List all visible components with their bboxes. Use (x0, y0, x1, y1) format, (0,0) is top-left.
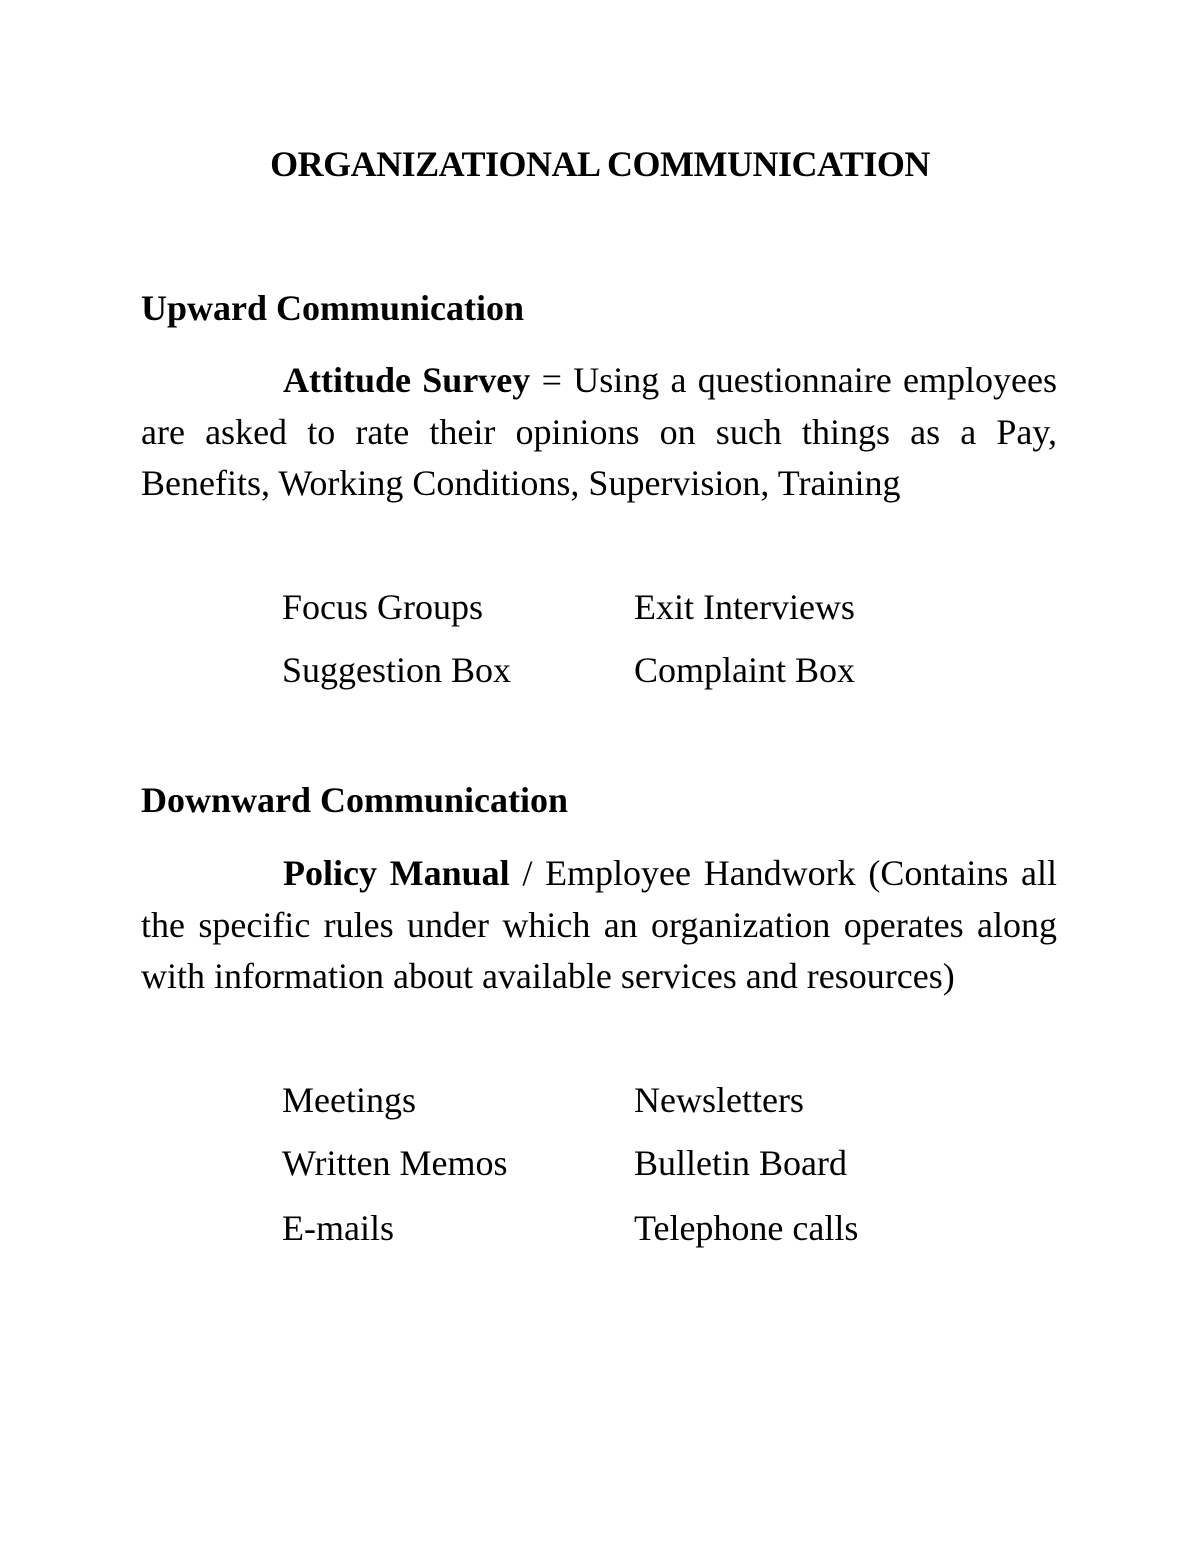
attitude-survey-paragraph (141, 355, 1057, 510)
list-item: Written Memos (282, 1143, 508, 1183)
list-row (282, 584, 1082, 630)
document-title: ORGANIZATIONAL COMMUNICATION (270, 144, 930, 184)
list-row (282, 1205, 1082, 1251)
attitude-survey-separator: = (530, 360, 574, 400)
policy-manual-separator: / (509, 853, 546, 893)
policy-manual-text: Employee Handwork (Contains all the specific rules under which an organization operates along with information about available services and resources) (141, 853, 1057, 996)
list-item: Exit Interviews (634, 587, 855, 627)
list-row (282, 1140, 1082, 1186)
list-row (282, 1077, 1082, 1123)
list-item: Meetings (282, 1080, 416, 1120)
list-item: E-mails (282, 1208, 394, 1248)
list-item: Focus Groups (282, 587, 484, 627)
list-item: Bulletin Board (634, 1143, 847, 1183)
section-heading-upward: Upward Communication (141, 288, 525, 328)
section-heading-downward: Downward Communication (141, 780, 569, 820)
list-row (282, 647, 1082, 693)
list-item: Complaint Box (634, 650, 856, 690)
list-item: Telephone calls (634, 1208, 859, 1248)
policy-manual-term: Policy Manual (283, 853, 510, 893)
attitude-survey-term: Attitude Survey (283, 360, 531, 400)
attitude-survey-text: Using a questionnaire employees are asked to rate their opinions on such things as a Pay, Benefits, Working Conditions, Supervision, Training (141, 360, 1057, 503)
list-item: Suggestion Box (282, 650, 512, 690)
policy-manual-paragraph (141, 848, 1057, 1003)
list-item: Newsletters (634, 1080, 804, 1120)
